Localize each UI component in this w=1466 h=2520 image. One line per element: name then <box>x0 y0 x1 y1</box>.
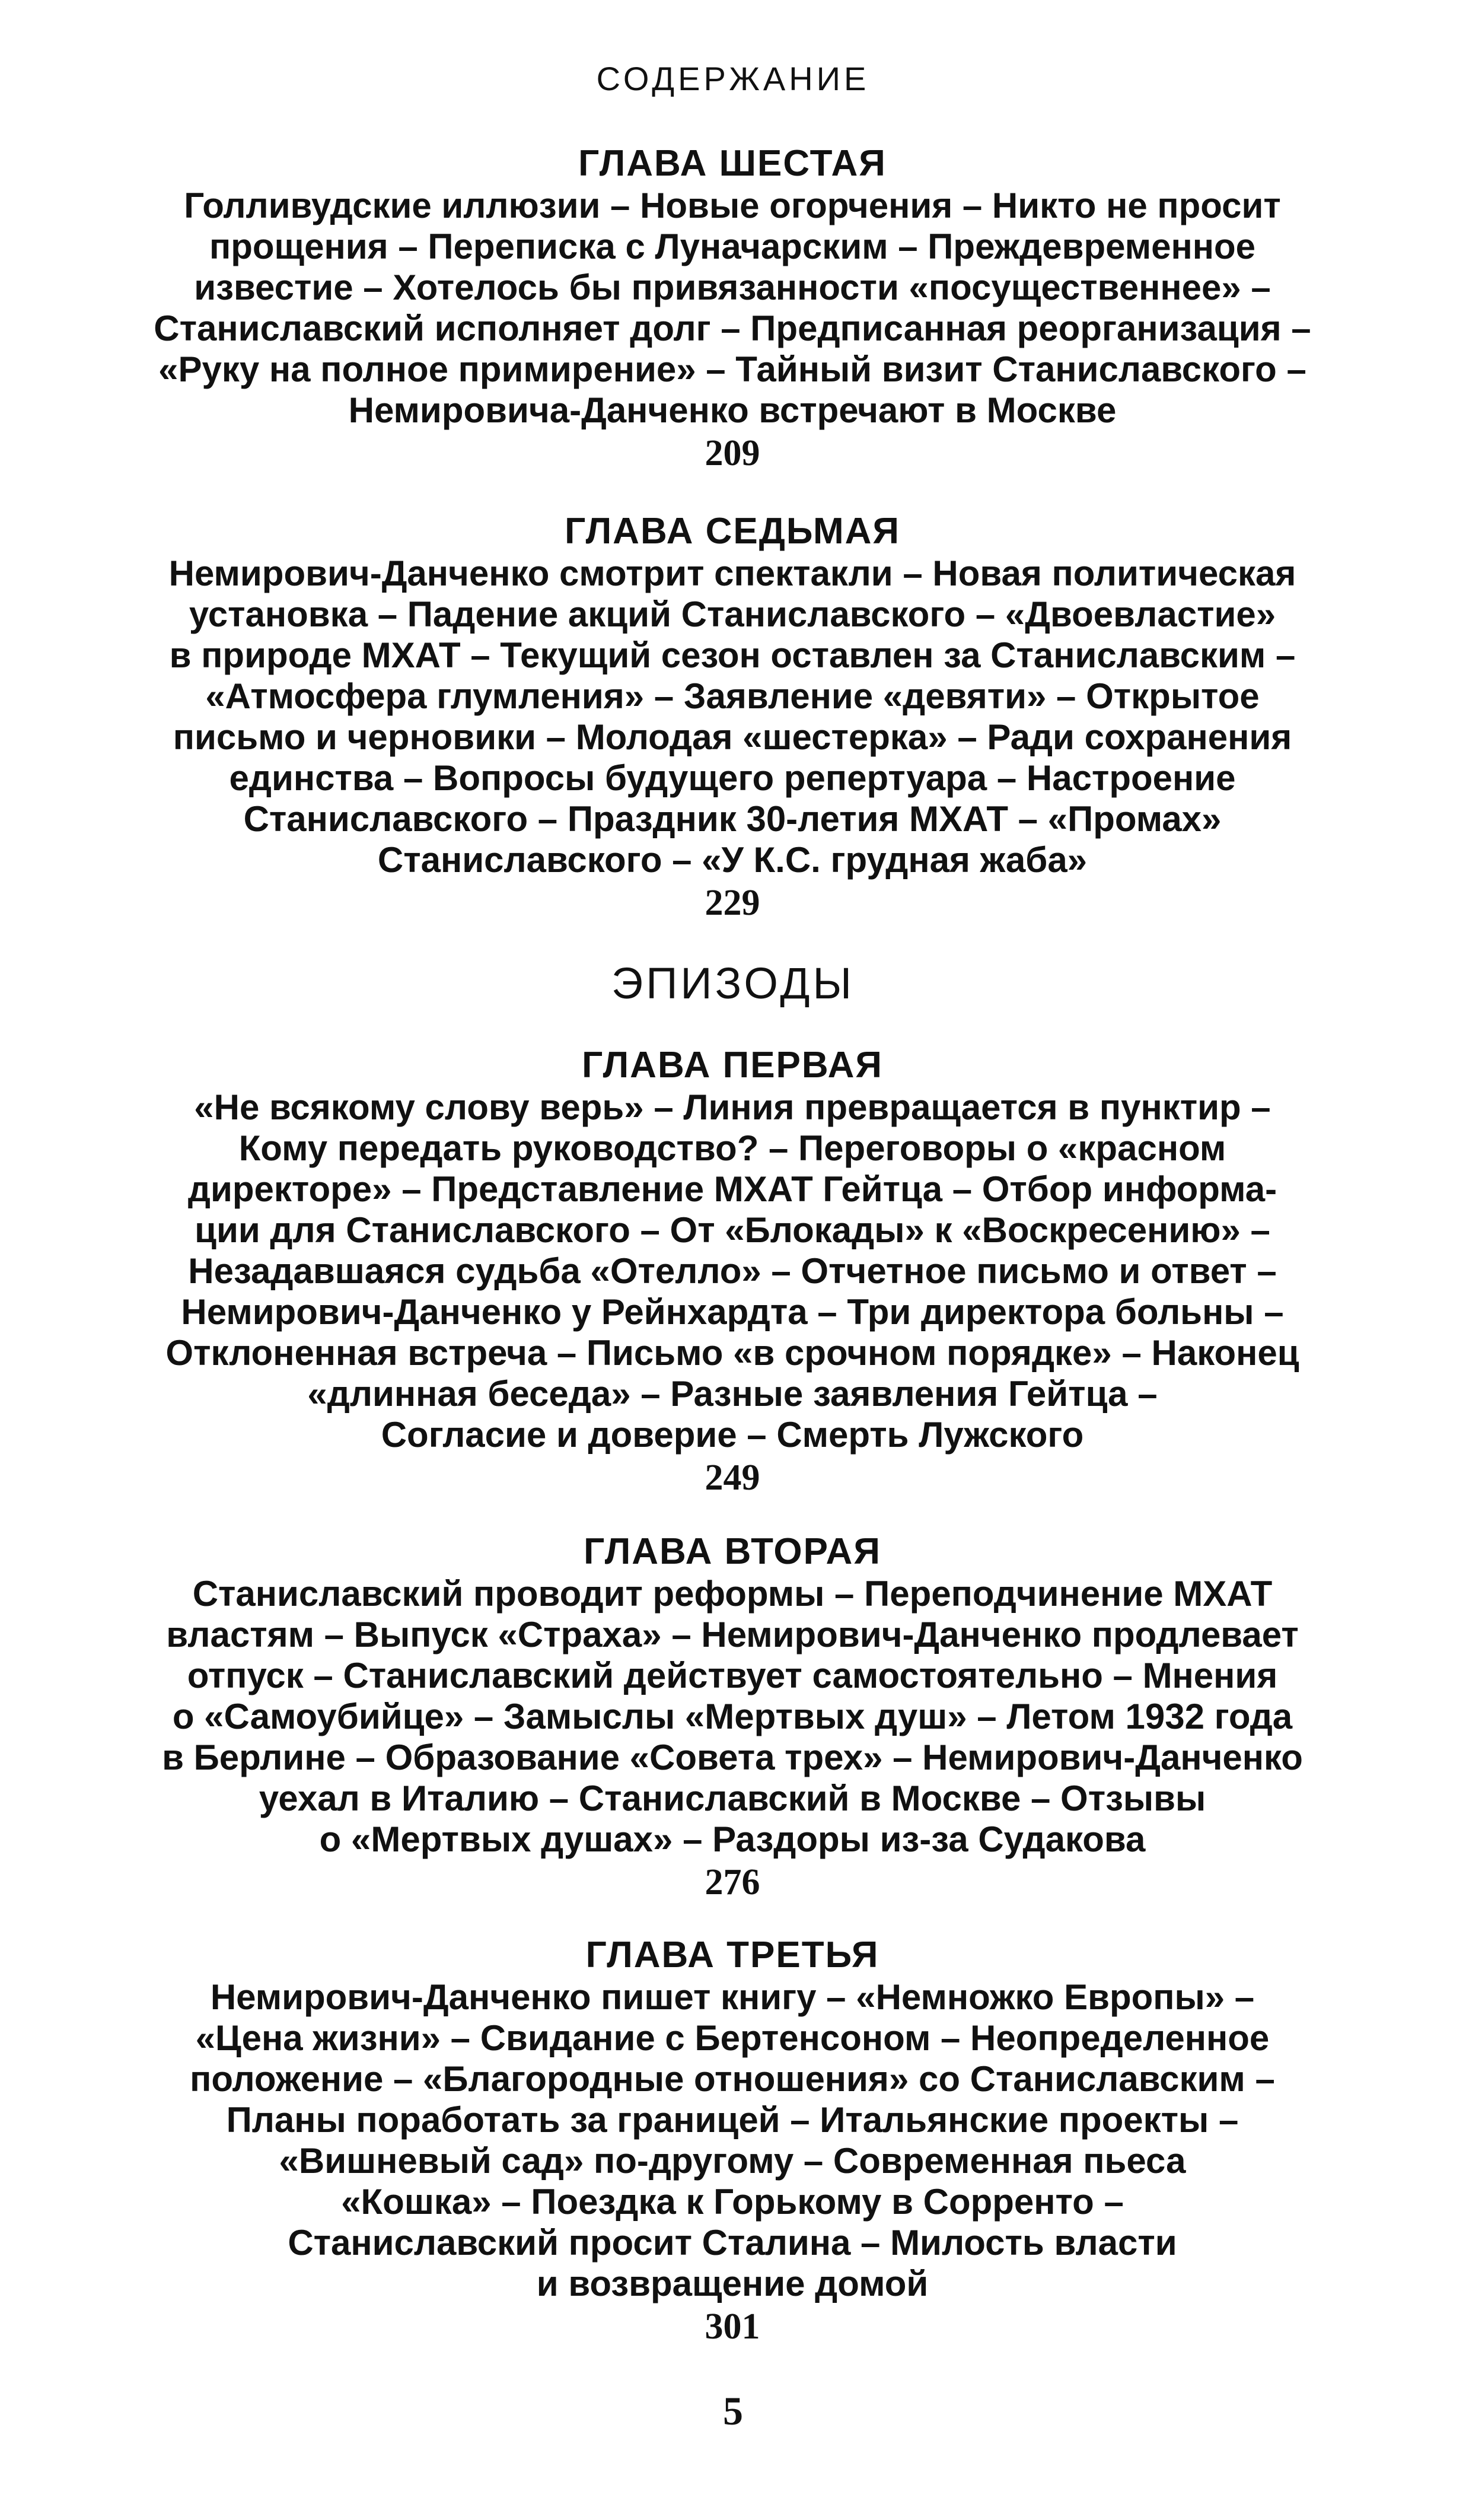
summary-line: Немировича-Данченко встречают в Москве <box>348 390 1117 430</box>
summary-line: «Цена жизни» – Свидание с Бертенсоном – Неопределенное <box>195 2018 1270 2058</box>
episodes-chapter-two <box>65 1531 1400 1905</box>
summary-line: известие – Хотелось бы привязанности «посущественнее» – <box>194 268 1271 307</box>
chapter-page-number: 209 <box>705 433 760 473</box>
summary-line: Голливудские иллюзии – Новые огорчения – Никто не просит <box>184 186 1281 225</box>
chapter-summary <box>65 1573 1400 1860</box>
episodes-chapter-three <box>65 1934 1400 2349</box>
chapter-title: ГЛАВА ПЕРВАЯ <box>582 1045 883 1086</box>
summary-line: Планы поработать за границей – Итальянские проекты – <box>226 2100 1239 2140</box>
summary-line: Станиславского – Праздник 30-летия МХАТ – «Промах» <box>243 799 1222 839</box>
summary-line: властям – Выпуск «Страха» – Немирович-Данченко продлевает <box>166 1615 1299 1654</box>
section-heading: ЭПИЗОДЫ <box>611 959 855 1008</box>
chapter-summary <box>65 1087 1400 1455</box>
summary-line: прощения – Переписка с Луначарским – Преждевременное <box>209 227 1256 266</box>
summary-line: Немирович-Данченко пишет книгу – «Немножко Европы» – <box>210 1977 1255 2017</box>
chapter-summary <box>65 1977 1400 2304</box>
summary-line: «Атмосфера глумления» – Заявление «девяти» – Открытое <box>205 676 1260 716</box>
summary-line: «Кошка» – Поездка к Горькому в Сорренто – <box>341 2182 1124 2222</box>
page-number: 5 <box>723 2388 743 2433</box>
chapter-page-number: 276 <box>705 1862 760 1902</box>
summary-line: ции для Станиславского – От «Блокады» к «Воскресению» – <box>195 1210 1270 1250</box>
summary-line: и возвращение домой <box>536 2264 929 2303</box>
summary-line: Отклоненная встреча – Письмо «в срочном порядке» – Наконец <box>165 1333 1299 1373</box>
summary-line: Незадавшаяся судьба «Отелло» – Отчетное письмо и ответ – <box>188 1251 1277 1291</box>
summary-line: Станиславский исполняет долг – Предписанная реорганизация – <box>154 308 1311 348</box>
summary-line: положение – «Благородные отношения» со Станиславским – <box>190 2059 1275 2099</box>
summary-line: Станиславского – «У К.С. грудная жаба» <box>377 840 1088 880</box>
summary-line: «Руку на полное примирение» – Тайный визит Станиславского – <box>158 349 1306 389</box>
summary-line: отпуск – Станиславский действует самостоятельно – Мнения <box>187 1656 1278 1695</box>
summary-line: о «Мертвых душах» – Раздоры из-за Судакова <box>319 1819 1146 1859</box>
summary-line: в природе МХАТ – Текущий сезон оставлен за Станиславским – <box>169 635 1296 675</box>
summary-line: Согласие и доверие – Смерть Лужского <box>381 1415 1084 1455</box>
chapter-title: ГЛАВА ТРЕТЬЯ <box>585 1934 879 1975</box>
chapter-six <box>65 142 1400 476</box>
summary-line: Станиславский проводит реформы – Переподчинение МХАТ <box>192 1574 1273 1614</box>
summary-line: о «Самоубийце» – Замыслы «Мертвых душ» – Летом 1932 года <box>172 1697 1293 1736</box>
chapter-title: ГЛАВА ШЕСТАЯ <box>578 143 887 184</box>
summary-line: письмо и черновики – Молодая «шестерка» – Ради сохранения <box>173 717 1292 757</box>
episodes-chapter-one <box>65 1044 1400 1500</box>
summary-line: уехал в Италию – Станиславский в Москве – Отзывы <box>259 1778 1206 1818</box>
summary-line: «Вишневый сад» по-другому – Современная пьеса <box>279 2141 1186 2181</box>
summary-line: установка – Падение акций Станиславского – «Двоевластие» <box>189 594 1276 634</box>
chapter-page-number: 249 <box>705 1458 760 1498</box>
summary-line: директоре» – Представление МХАТ Гейтца – Отбор информа- <box>187 1169 1277 1209</box>
summary-line: Кому передать руководство? – Переговоры о «красном <box>238 1128 1226 1168</box>
summary-line: Немирович-Данченко у Рейнхардта – Три директора больны – <box>181 1292 1284 1332</box>
summary-line: «длинная беседа» – Разные заявления Гейтца – <box>307 1374 1158 1414</box>
chapter-summary <box>65 185 1400 431</box>
summary-line: Станиславский просит Сталина – Милость власти <box>288 2223 1177 2263</box>
page-heading: СОДЕРЖАНИЕ <box>596 60 870 97</box>
summary-line: единства – Вопросы будущего репертуара – Настроение <box>229 758 1236 798</box>
chapter-summary <box>65 553 1400 880</box>
summary-line: Немирович-Данченко смотрит спектакли – Новая политическая <box>168 553 1296 593</box>
chapter-page-number: 301 <box>705 2306 760 2347</box>
chapter-seven <box>65 510 1400 925</box>
summary-line: в Берлине – Образование «Совета трех» – Немирович-Данченко <box>162 1738 1303 1777</box>
chapter-title: ГЛАВА СЕДЬМАЯ <box>565 511 900 552</box>
chapter-title: ГЛАВА ВТОРАЯ <box>584 1531 881 1572</box>
chapter-page-number: 229 <box>705 883 760 923</box>
summary-line: «Не всякому слову верь» – Линия превращается в пунктир – <box>194 1087 1271 1127</box>
